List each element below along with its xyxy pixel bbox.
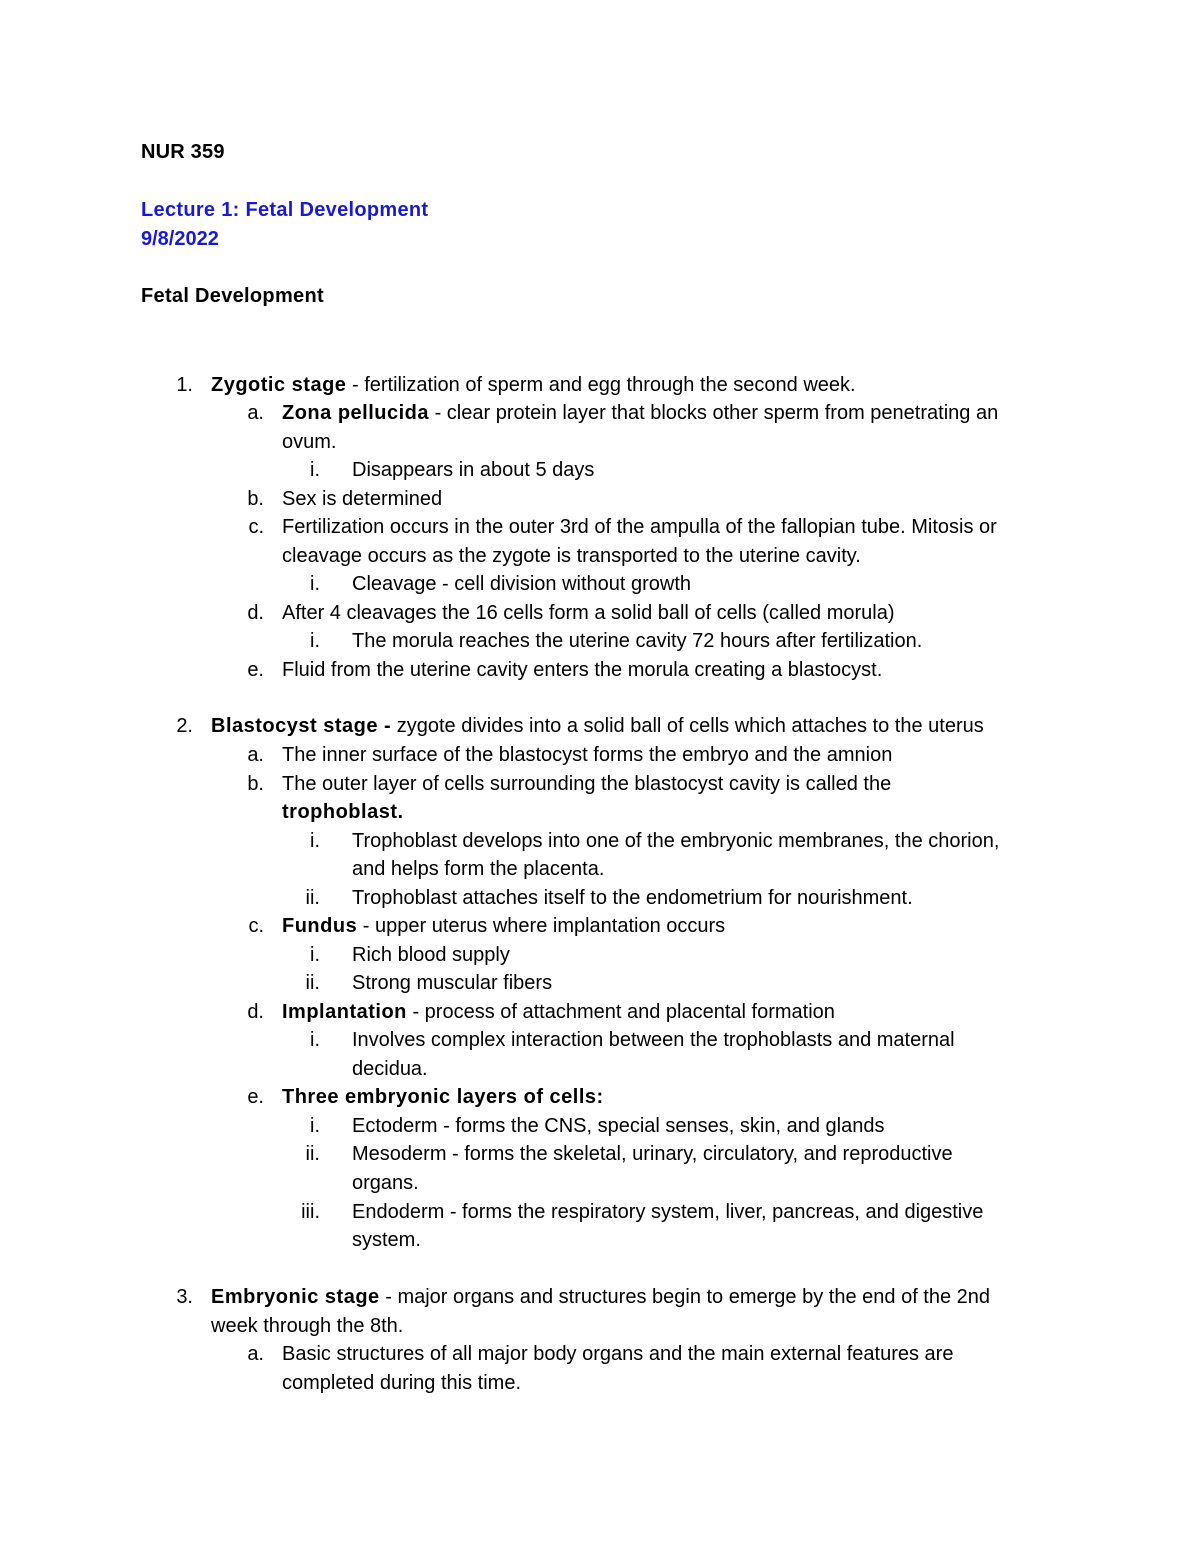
list-marker: b. <box>247 488 264 510</box>
list-marker: ii. <box>305 1143 320 1165</box>
list-item-text <box>282 998 835 1027</box>
list-item-text <box>211 1283 990 1312</box>
list-marker: a. <box>247 744 264 766</box>
term: Implantation <box>282 1001 407 1023</box>
list-marker: i. <box>310 1029 320 1051</box>
description: Cleavage - cell division without growth <box>352 573 692 595</box>
list-marker: a. <box>247 1343 264 1365</box>
section-heading: Fetal Development <box>141 285 324 307</box>
list-item-text <box>282 1340 953 1369</box>
list-marker: 1. <box>176 374 193 396</box>
description: decidua. <box>352 1058 428 1080</box>
list-item-text <box>211 1312 403 1341</box>
description: cleavage occurs as the zygote is transported to the uterine cavity. <box>282 545 861 567</box>
list-marker: d. <box>247 602 264 624</box>
term: Blastocyst stage - <box>211 715 392 737</box>
description: and helps form the placenta. <box>352 858 605 880</box>
description: week through the 8th. <box>211 1315 404 1337</box>
list-marker: e. <box>247 659 264 681</box>
description: Fertilization occurs in the outer 3rd of the ampulla of the fallopian tube. Mitosis or <box>282 516 997 538</box>
description: Disappears in about 5 days <box>352 459 595 481</box>
list-item-text <box>282 399 998 428</box>
list-marker: ii. <box>305 887 320 909</box>
list-item-text <box>282 1083 604 1112</box>
term: Zygotic stage <box>211 374 347 396</box>
list-marker: iii. <box>301 1201 320 1223</box>
list-item-text <box>352 855 604 884</box>
description: Mesoderm - forms the skeletal, urinary, circulatory, and reproductive <box>352 1143 953 1165</box>
description: - clear protein layer that blocks other sperm from penetrating an <box>429 402 999 424</box>
list-item-text <box>282 770 891 799</box>
course-code: NUR 359 <box>141 141 225 163</box>
list-item-text <box>211 371 856 400</box>
list-marker: ii. <box>305 972 320 994</box>
description: The morula reaches the uterine cavity 72 hours after fertilization. <box>352 630 923 652</box>
description: completed during this time. <box>282 1372 522 1394</box>
description: ovum. <box>282 431 337 453</box>
list-item-text <box>352 884 913 913</box>
description: - fertilization of sperm and egg through the second week. <box>346 374 856 396</box>
list-item-text <box>282 542 861 571</box>
description: - major organs and structures begin to emerge by the end of the 2nd <box>379 1286 991 1308</box>
list-marker: d. <box>247 1001 264 1023</box>
lecture-title: Lecture 1: Fetal Development <box>141 199 429 221</box>
list-item-text <box>352 969 552 998</box>
description: The inner surface of the blastocyst forms the embryo and the amnion <box>282 744 893 766</box>
description: system. <box>352 1229 421 1251</box>
term: trophoblast. <box>282 801 404 823</box>
description: - upper uterus where implantation occurs <box>357 915 726 937</box>
list-item-text <box>282 798 404 827</box>
description: After 4 cleavages the 16 cells form a solid ball of cells (called morula) <box>282 602 895 624</box>
term: Embryonic stage <box>211 1286 380 1308</box>
list-marker: i. <box>310 1115 320 1137</box>
description: Sex is determined <box>282 488 443 510</box>
list-item-text <box>282 741 892 770</box>
list-marker: 3. <box>176 1286 193 1308</box>
list-marker: c. <box>248 915 264 937</box>
list-item-text <box>282 513 997 542</box>
list-item-text <box>282 485 442 514</box>
lecture-date: 9/8/2022 <box>141 228 219 250</box>
description: Endoderm - forms the respiratory system, liver, pancreas, and digestive <box>352 1201 984 1223</box>
description: Basic structures of all major body organs and the main external features are <box>282 1343 954 1365</box>
list-marker: i. <box>310 573 320 595</box>
list-marker: i. <box>310 830 320 852</box>
list-item-text <box>282 912 725 941</box>
term: Zona pellucida <box>282 402 430 424</box>
description: - process of attachment and placental formation <box>406 1001 835 1023</box>
description: Rich blood supply <box>352 944 510 966</box>
list-item-text <box>352 1055 428 1084</box>
list-item-text <box>282 599 895 628</box>
list-item-text <box>352 1112 884 1141</box>
list-marker: 2. <box>176 715 193 737</box>
list-item-text <box>352 1169 419 1198</box>
list-marker: c. <box>248 516 264 538</box>
list-item-text <box>282 428 336 457</box>
list-item-text <box>282 1369 521 1398</box>
description: Ectoderm - forms the CNS, special senses, skin, and glands <box>352 1115 885 1137</box>
list-item-text <box>352 1226 421 1255</box>
list-item-text <box>352 456 594 485</box>
list-item-text <box>352 827 999 856</box>
description: Trophoblast attaches itself to the endometrium for nourishment. <box>352 887 913 909</box>
description: Trophoblast develops into one of the embryonic membranes, the chorion, <box>352 830 1000 852</box>
term: Fundus <box>282 915 358 937</box>
list-item-text <box>211 712 984 741</box>
list-item-text <box>352 941 510 970</box>
list-marker: a. <box>247 402 264 424</box>
list-marker: e. <box>247 1086 264 1108</box>
description: zygote divides into a solid ball of cells which attaches to the uterus <box>391 715 984 737</box>
list-item-text <box>352 570 691 599</box>
list-item-text <box>282 656 882 685</box>
description: Involves complex interaction between the trophoblasts and maternal <box>352 1029 955 1051</box>
description: Fluid from the uterine cavity enters the morula creating a blastocyst. <box>282 659 883 681</box>
list-marker: i. <box>310 459 320 481</box>
list-item-text <box>352 1026 955 1055</box>
description: organs. <box>352 1172 419 1194</box>
description: Strong muscular fibers <box>352 972 553 994</box>
list-item-text <box>352 627 922 656</box>
list-marker: i. <box>310 944 320 966</box>
list-marker: i. <box>310 630 320 652</box>
list-item-text <box>352 1140 953 1169</box>
description: The outer layer of cells surrounding the blastocyst cavity is called the <box>282 773 892 795</box>
list-marker: b. <box>247 773 264 795</box>
term: Three embryonic layers of cells: <box>282 1086 604 1108</box>
list-item-text <box>352 1198 983 1227</box>
